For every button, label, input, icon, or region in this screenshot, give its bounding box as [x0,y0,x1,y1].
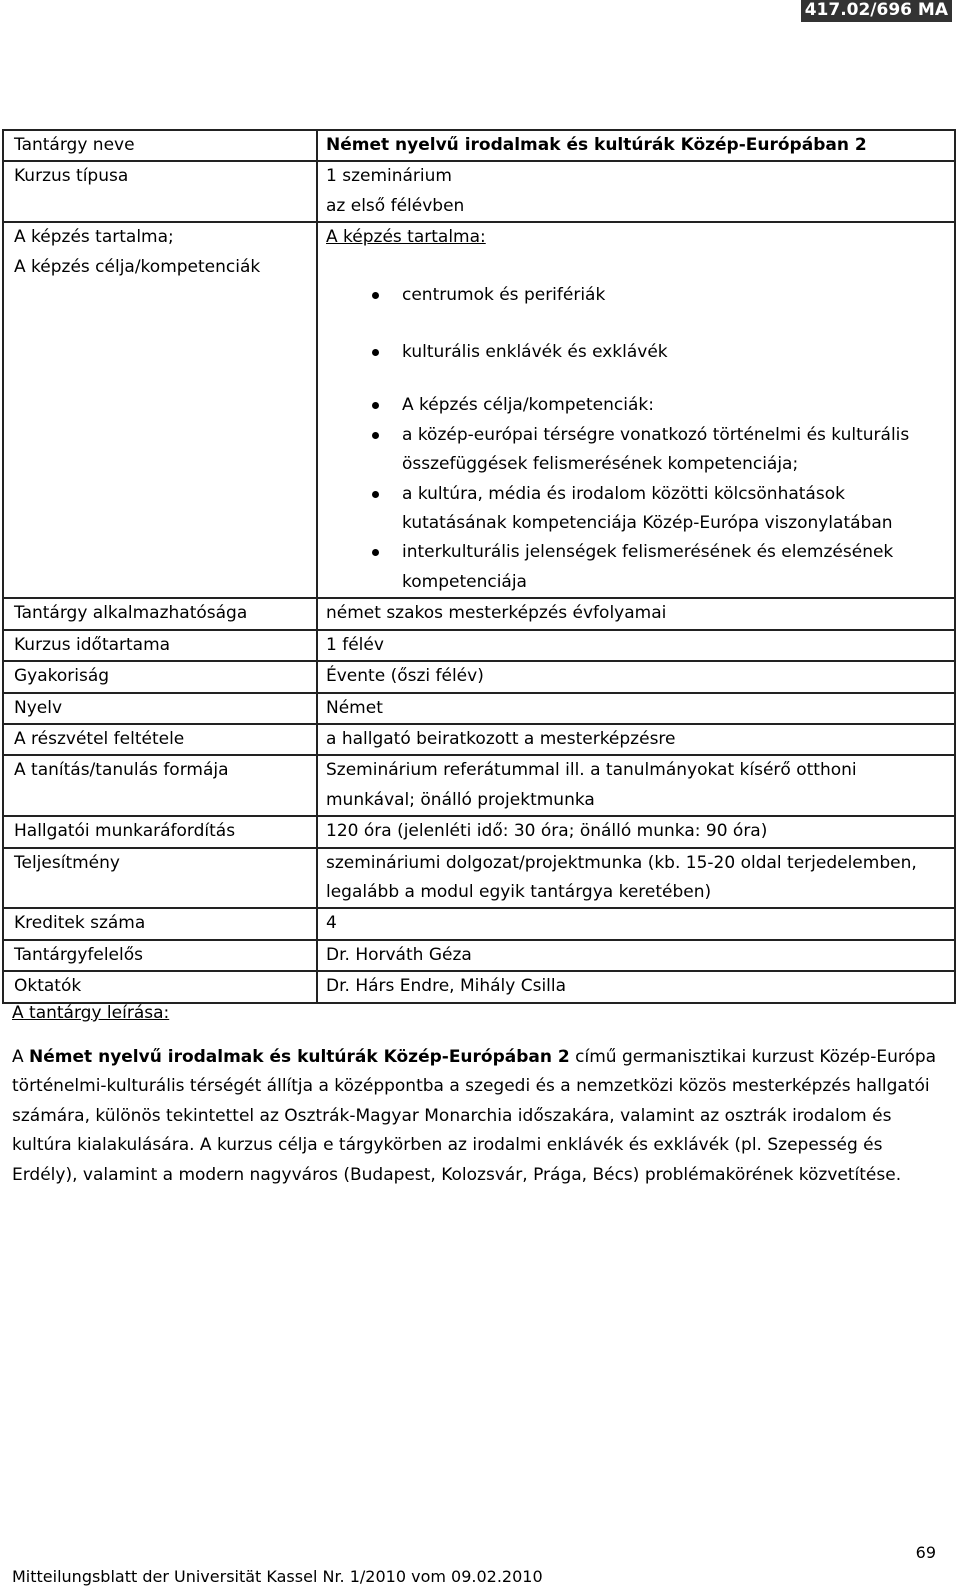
value-workload: 120 óra (jelenléti idő: 30 óra; önálló munka: 90 óra) [317,816,955,847]
value-content-goals [317,222,955,598]
content-list [326,281,944,310]
description-title: A tantárgy leírása: [12,1003,170,1023]
label-content-goals [3,222,317,598]
label-performance: Teljesítmény [3,848,317,909]
course-info-table [2,129,956,1004]
description-text: című germanisztikai kurzust Közép-Európa történelmi-kulturális térségét állítja a középpontba a szegedi és a nemzetközi közös mesterképzés hallgatói számára, különös tekintettel az Osztrák-Magyar Monarchia időszakára, valamint az osztrák irodalom és kultúra kialakulására. A kurzus célja e tárgykörben az irodalmi enklávék és exklávék (pl. Szepesség és Erdély), valamint a modern nagyváros (Budapest, Kolozsvár, Prága, Bécs) problémakörének közvetítése. [12,1047,937,1185]
value-teaching-form: Szeminárium referátummal ill. a tanulmányokat kísérő otthoni munkával; önálló projektmunka [317,755,955,816]
content-item: centrumok és perifériák [326,281,944,310]
label-content-line-1: A képzés tartalma; [14,227,174,248]
label-applicability: Tantárgy alkalmazhatósága [3,598,317,629]
value-applicability: német szakos mesterképzés évfolyamai [317,598,955,629]
value-language: Német [317,693,955,724]
value-frequency: Évente (őszi félév) [317,661,955,692]
label-course-type: Kurzus típusa [3,161,317,222]
value-credits: 4 [317,908,955,939]
footer-citation: Mitteilungsblatt der Universität Kassel Nr. 1/2010 vom 09.02.2010 [12,1567,543,1586]
label-content-line-2: A képzés célja/kompetenciák [14,256,261,277]
description-course-name: Német nyelvű irodalmak és kultúrák Közép-Európában 2 [29,1047,570,1067]
label-duration: Kurzus időtartama [3,630,317,661]
value-course-name: Német nyelvű irodalmak és kultúrák Közép-Európában 2 [317,130,955,161]
course-type-line-2: az első félévben [326,195,465,216]
value-participation: a hallgató beiratkozott a mesterképzésre [317,724,955,755]
label-responsible: Tantárgyfelelős [3,940,317,971]
label-frequency: Gyakoriság [3,661,317,692]
content-title: A képzés tartalma: [326,227,486,248]
goals-list [326,391,944,597]
goals-item: A képzés célja/kompetenciák: [326,391,944,420]
course-type-line-1: 1 szeminárium [326,166,452,187]
document-code-badge: 417.02/696 MA [801,0,952,22]
label-instructors: Oktatók [3,971,317,1002]
label-participation: A részvétel feltétele [3,724,317,755]
label-course-name: Tantárgy neve [3,130,317,161]
page-number: 69 [915,1543,936,1562]
description-body [12,1043,942,1190]
label-workload: Hallgatói munkaráfordítás [3,816,317,847]
content-item: kulturális enklávék és exklávék [326,338,944,367]
value-duration: 1 félév [317,630,955,661]
value-course-type [317,161,955,222]
label-language: Nyelv [3,693,317,724]
label-credits: Kreditek száma [3,908,317,939]
value-performance: szemináriumi dolgozat/projektmunka (kb. 15-20 oldal terjedelemben, legalább a modul egyik tantárgya keretében) [317,848,955,909]
content-list-2 [326,338,944,367]
value-instructors: Dr. Hárs Endre, Mihály Csilla [317,971,955,1002]
goals-item: a kultúra, média és irodalom közötti kölcsönhatások kutatásának kompetenciája Közép-Európa viszonylatában [326,480,944,539]
description-prefix: A [12,1047,30,1067]
goals-item: interkulturális jelenségek felismerésének és elemzésének kompetenciája [326,538,944,597]
label-teaching-form: A tanítás/tanulás formája [3,755,317,816]
value-responsible: Dr. Horváth Géza [317,940,955,971]
goals-item: a közép-európai térségre vonatkozó történelmi és kulturális összefüggések felismerésének kompetenciája; [326,421,944,480]
